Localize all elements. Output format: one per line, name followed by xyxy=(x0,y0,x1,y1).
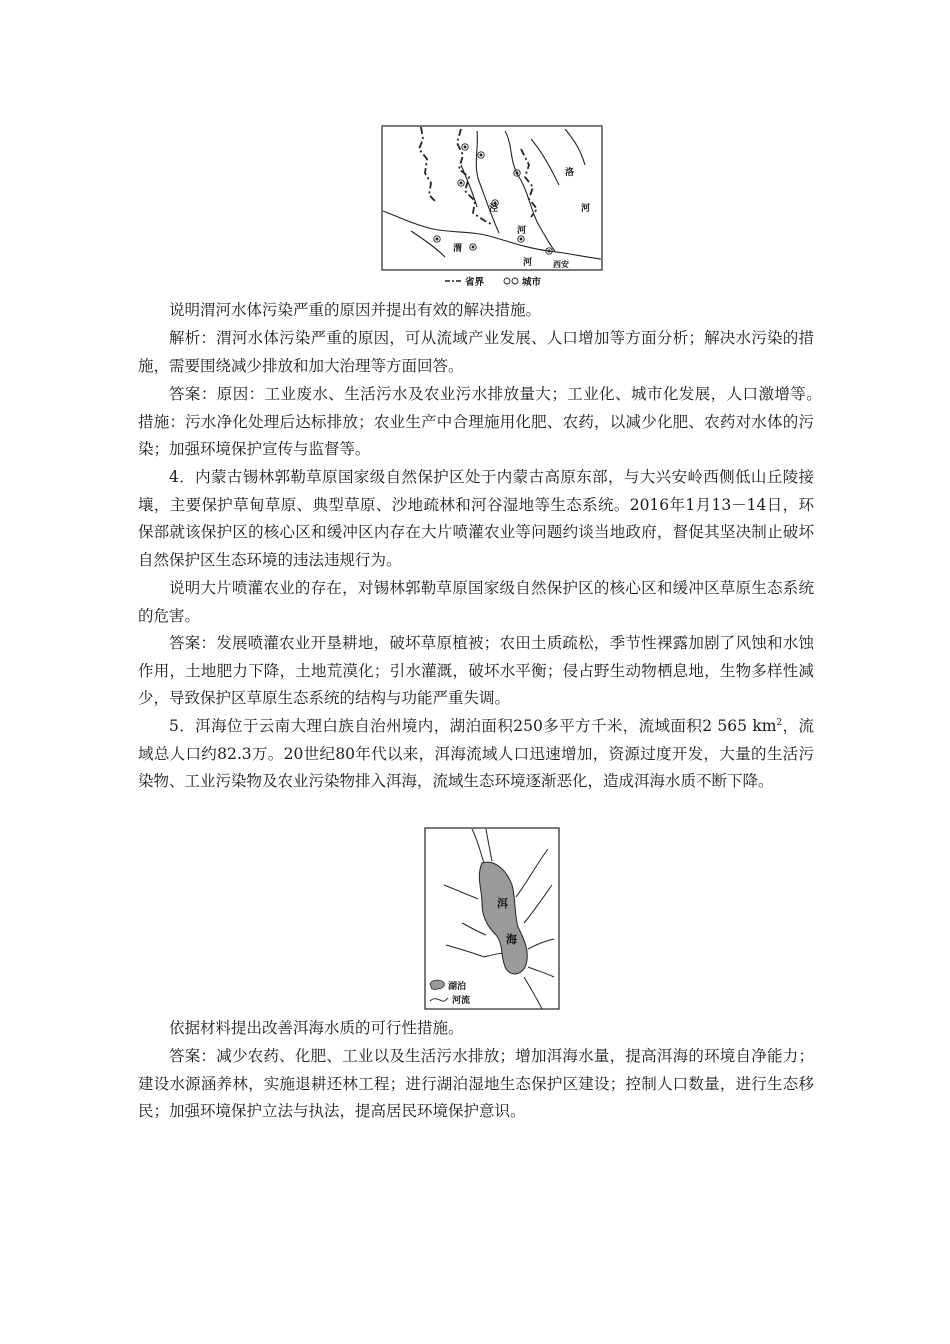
city-marker-dot xyxy=(548,250,550,252)
city-marker-dot xyxy=(464,146,466,148)
wei-river-map-svg xyxy=(381,125,603,291)
lake-label-char-1: 洱 xyxy=(497,897,508,910)
q5-material-part-b: ，流域总人口约82.3万。20世纪80年代以来，洱海流域人口迅速增加，资源过度开发，大量的生活污染物、工业污染物及农业污染物排入洱海，流域生态环境逐渐恶化，造成洱海水质不断下降。 xyxy=(138,717,814,790)
q3-answer: 答案：原因：工业废水、生活污水及农业污水排放量大；工业化、城市化发展，人口激增等。 措施：污水净化处理后达标排放；农业生产中合理施用化肥、农药，以减少化肥、农药对水体的污染；加强环境保护宣传与监督等。 xyxy=(138,385,830,458)
legend-lake-label: 湖泊 xyxy=(448,982,467,992)
erhai-lake-map-svg xyxy=(424,827,560,1011)
city-marker-dot xyxy=(460,182,462,184)
legend-river-label: 河流 xyxy=(452,996,471,1006)
wei-river-map xyxy=(381,125,603,291)
label-luo: 洛 xyxy=(565,168,575,178)
q5-answer: 答案：减少农药、化肥、工业以及生活污水排放；增加洱海水量，提高洱海的环境自净能力；建设水源涵养林，实施退耕还林工程；进行湖泊湿地生态保护区建设；控制人口数量，进行生态移民；加强环境保护立法与执法，提高居民环境保护意识。 xyxy=(138,1047,814,1120)
q3-analysis: 解析：渭河水体污染严重的原因，可从流域产业发展、人口增加等方面分析；解决水污染的措施，需要围绕减少排放和加大治理等方面回答。 xyxy=(138,329,814,375)
map1-legend xyxy=(445,276,542,288)
q4-answer: 答案：发展喷灌农业开垦耕地，破坏草原植被；农田土质疏松，季节性裸露加剧了风蚀和水蚀作用，土地肥力下降，土地荒漠化；引水灌溉，破坏水平衡；侵占野生动物栖息地，生物多样性减少，导致保护区草原生态系统的结构与功能严重失调。 xyxy=(138,634,814,707)
q5-material-part-a: 5．洱海位于云南大理白族自治州境内，湖泊面积250多平方千米，流域面积2 565 km xyxy=(169,717,777,735)
legend-boundary-label: 省界 xyxy=(465,277,485,288)
label-xian: 西安 xyxy=(553,260,569,269)
label-jing: 泾 xyxy=(489,204,499,214)
legend-city-label: 城市 xyxy=(522,277,542,288)
q3-question: 说明渭河水体污染严重的原因并提出有效的解决措施。 xyxy=(169,301,542,319)
q5-material xyxy=(138,713,814,796)
city-marker-dot xyxy=(520,238,522,240)
label-he-bottom: 河 xyxy=(523,258,533,268)
city-marker-dot xyxy=(436,238,438,240)
erhai-lake-map xyxy=(424,827,560,1011)
city-marker-dot xyxy=(472,246,474,248)
label-wei: 渭 xyxy=(453,244,463,254)
map-frame xyxy=(382,126,602,270)
city-marker-dot xyxy=(516,172,518,174)
label-he-right: 河 xyxy=(581,204,591,214)
q5-question: 依据材料提出改善洱海水质的可行性措施。 xyxy=(169,1019,464,1037)
legend-city-symbol xyxy=(512,278,518,284)
legend-city-symbol xyxy=(504,278,510,284)
legend-lake-symbol xyxy=(430,980,444,989)
q5-material-superscript: 2 xyxy=(776,717,783,728)
lake-label-char-2: 海 xyxy=(506,933,517,946)
city-marker-dot xyxy=(480,154,482,156)
q4-material: 4．内蒙古锡林郭勒草原国家级自然保护区处于内蒙古高原东部，与大兴安岭西侧低山丘陵接壤，主要保护草甸草原、典型草原、沙地疏林和河谷湿地等生态系统。2016年1月13－14日，环保部就该保护区的核心区和缓冲区内存在大片喷灌农业等问题约谈当地政府，督促其坚决制止破坏自然保护区生态环境的违法违规行为。 xyxy=(138,468,814,569)
label-he-mid: 河 xyxy=(517,226,527,236)
q4-question: 说明大片喷灌农业的存在，对锡林郭勒草原国家级自然保护区的核心区和缓冲区草原生态系统的危害。 xyxy=(138,579,814,625)
